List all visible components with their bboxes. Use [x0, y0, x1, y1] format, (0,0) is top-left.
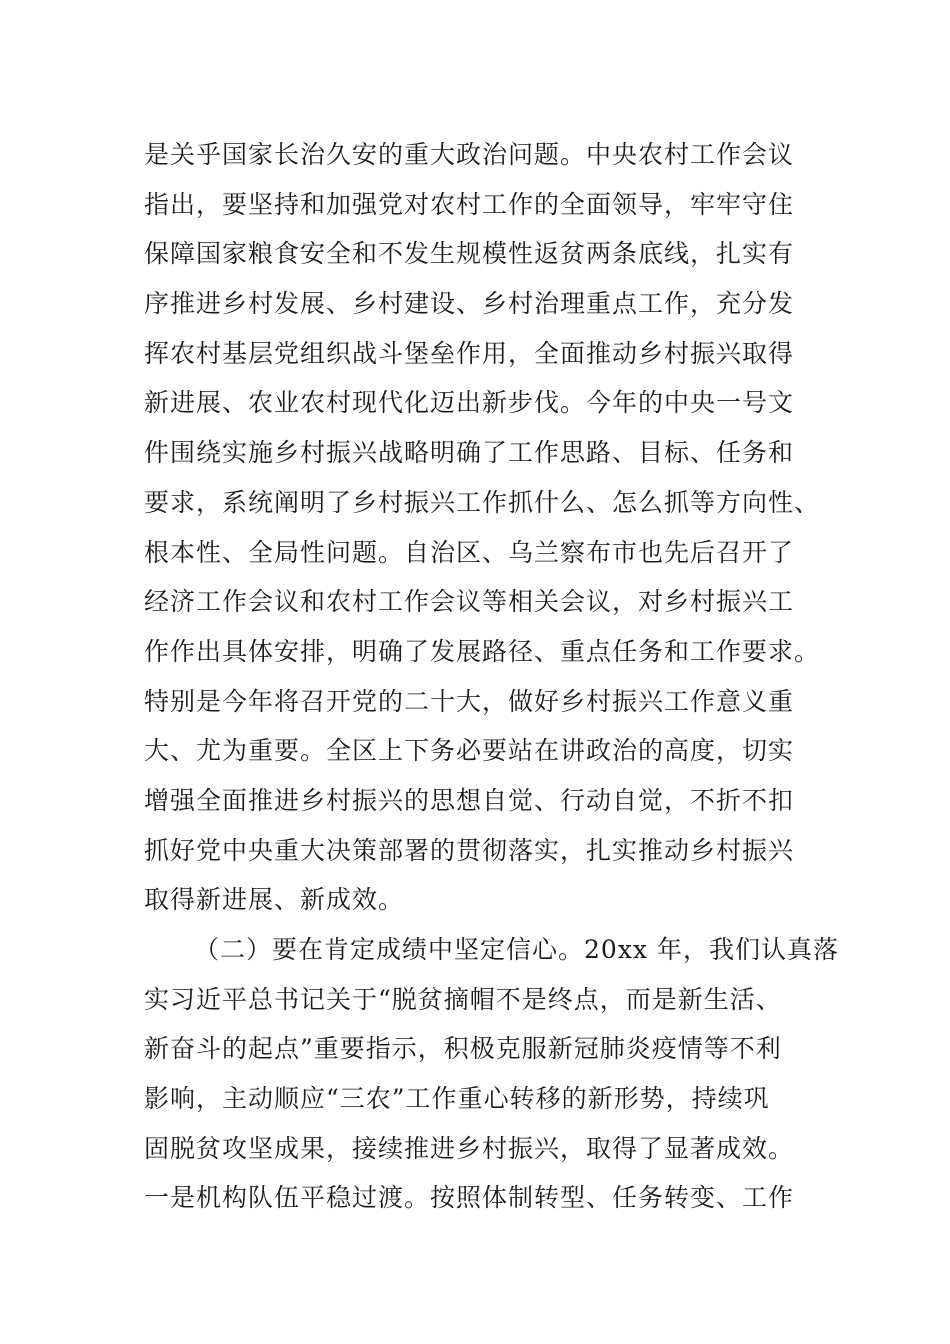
- text-line: 特别是今年将召开党的二十大，做好乡村振兴工作意义重: [144, 686, 795, 716]
- text-line: 实习近平总书记关于“脱贫摘帽不是终点，而是新生活、: [144, 984, 782, 1014]
- text-line: 要求，系统阐明了乡村振兴工作抓什么、怎么抓等方向性、: [144, 487, 821, 517]
- text-line: 序推进乡村发展、乡村建设、乡村治理重点工作，充分发: [144, 289, 795, 319]
- text-line: 保障国家粮食安全和不发生规模性返贫两条底线，扎实有: [144, 239, 795, 269]
- text-line: 固脱贫攻坚成果，接续推进乡村振兴，取得了显著成效。: [144, 1133, 795, 1163]
- text-line: 增强全面推进乡村振兴的思想自觉、行动自觉，不折不扣: [144, 785, 795, 815]
- text-line: 指出，要坚持和加强党对农村工作的全面领导，牢牢守住: [144, 189, 795, 219]
- text-line: 新奋斗的起点”重要指示，积极克服新冠肺炎疫情等不利: [144, 1034, 782, 1064]
- text-line: 作作出具体安排，明确了发展路径、重点任务和工作要求。: [144, 636, 821, 666]
- text-line: 抓好党中央重大决策部署的贯彻落实，扎实推动乡村振兴: [144, 835, 795, 865]
- text-line: 影响，主动顺应“三农”工作重心转移的新形势，持续巩: [144, 1084, 770, 1114]
- section-heading-line: （二）要在肯定成绩中坚定信心。20xx 年，我们认真落: [194, 935, 839, 964]
- text-line: 挥农村基层党组织战斗堡垒作用，全面推动乡村振兴取得: [144, 338, 795, 368]
- text-line: 取得新进展、新成效。: [144, 885, 405, 915]
- text-line: 是关乎国家长治久安的重大政治问题。中央农村工作会议: [144, 140, 795, 169]
- text-line: 经济工作会议和农村工作会议等相关会议，对乡村振兴工: [144, 587, 795, 617]
- text-line: 根本性、全局性问题。自治区、乌兰察布市也先后召开了: [144, 537, 795, 567]
- text-line: 大、尤为重要。全区上下务必要站在讲政治的高度，切实: [144, 736, 795, 766]
- body-text: [144, 130, 839, 1223]
- text-line: 一是机构队伍平稳过渡。按照体制转型、任务转变、工作: [144, 1183, 795, 1213]
- text-line: 件围绕实施乡村振兴战略明确了工作思路、目标、任务和: [144, 438, 795, 468]
- text-line: 新进展、农业农村现代化迈出新步伐。今年的中央一号文: [144, 388, 795, 418]
